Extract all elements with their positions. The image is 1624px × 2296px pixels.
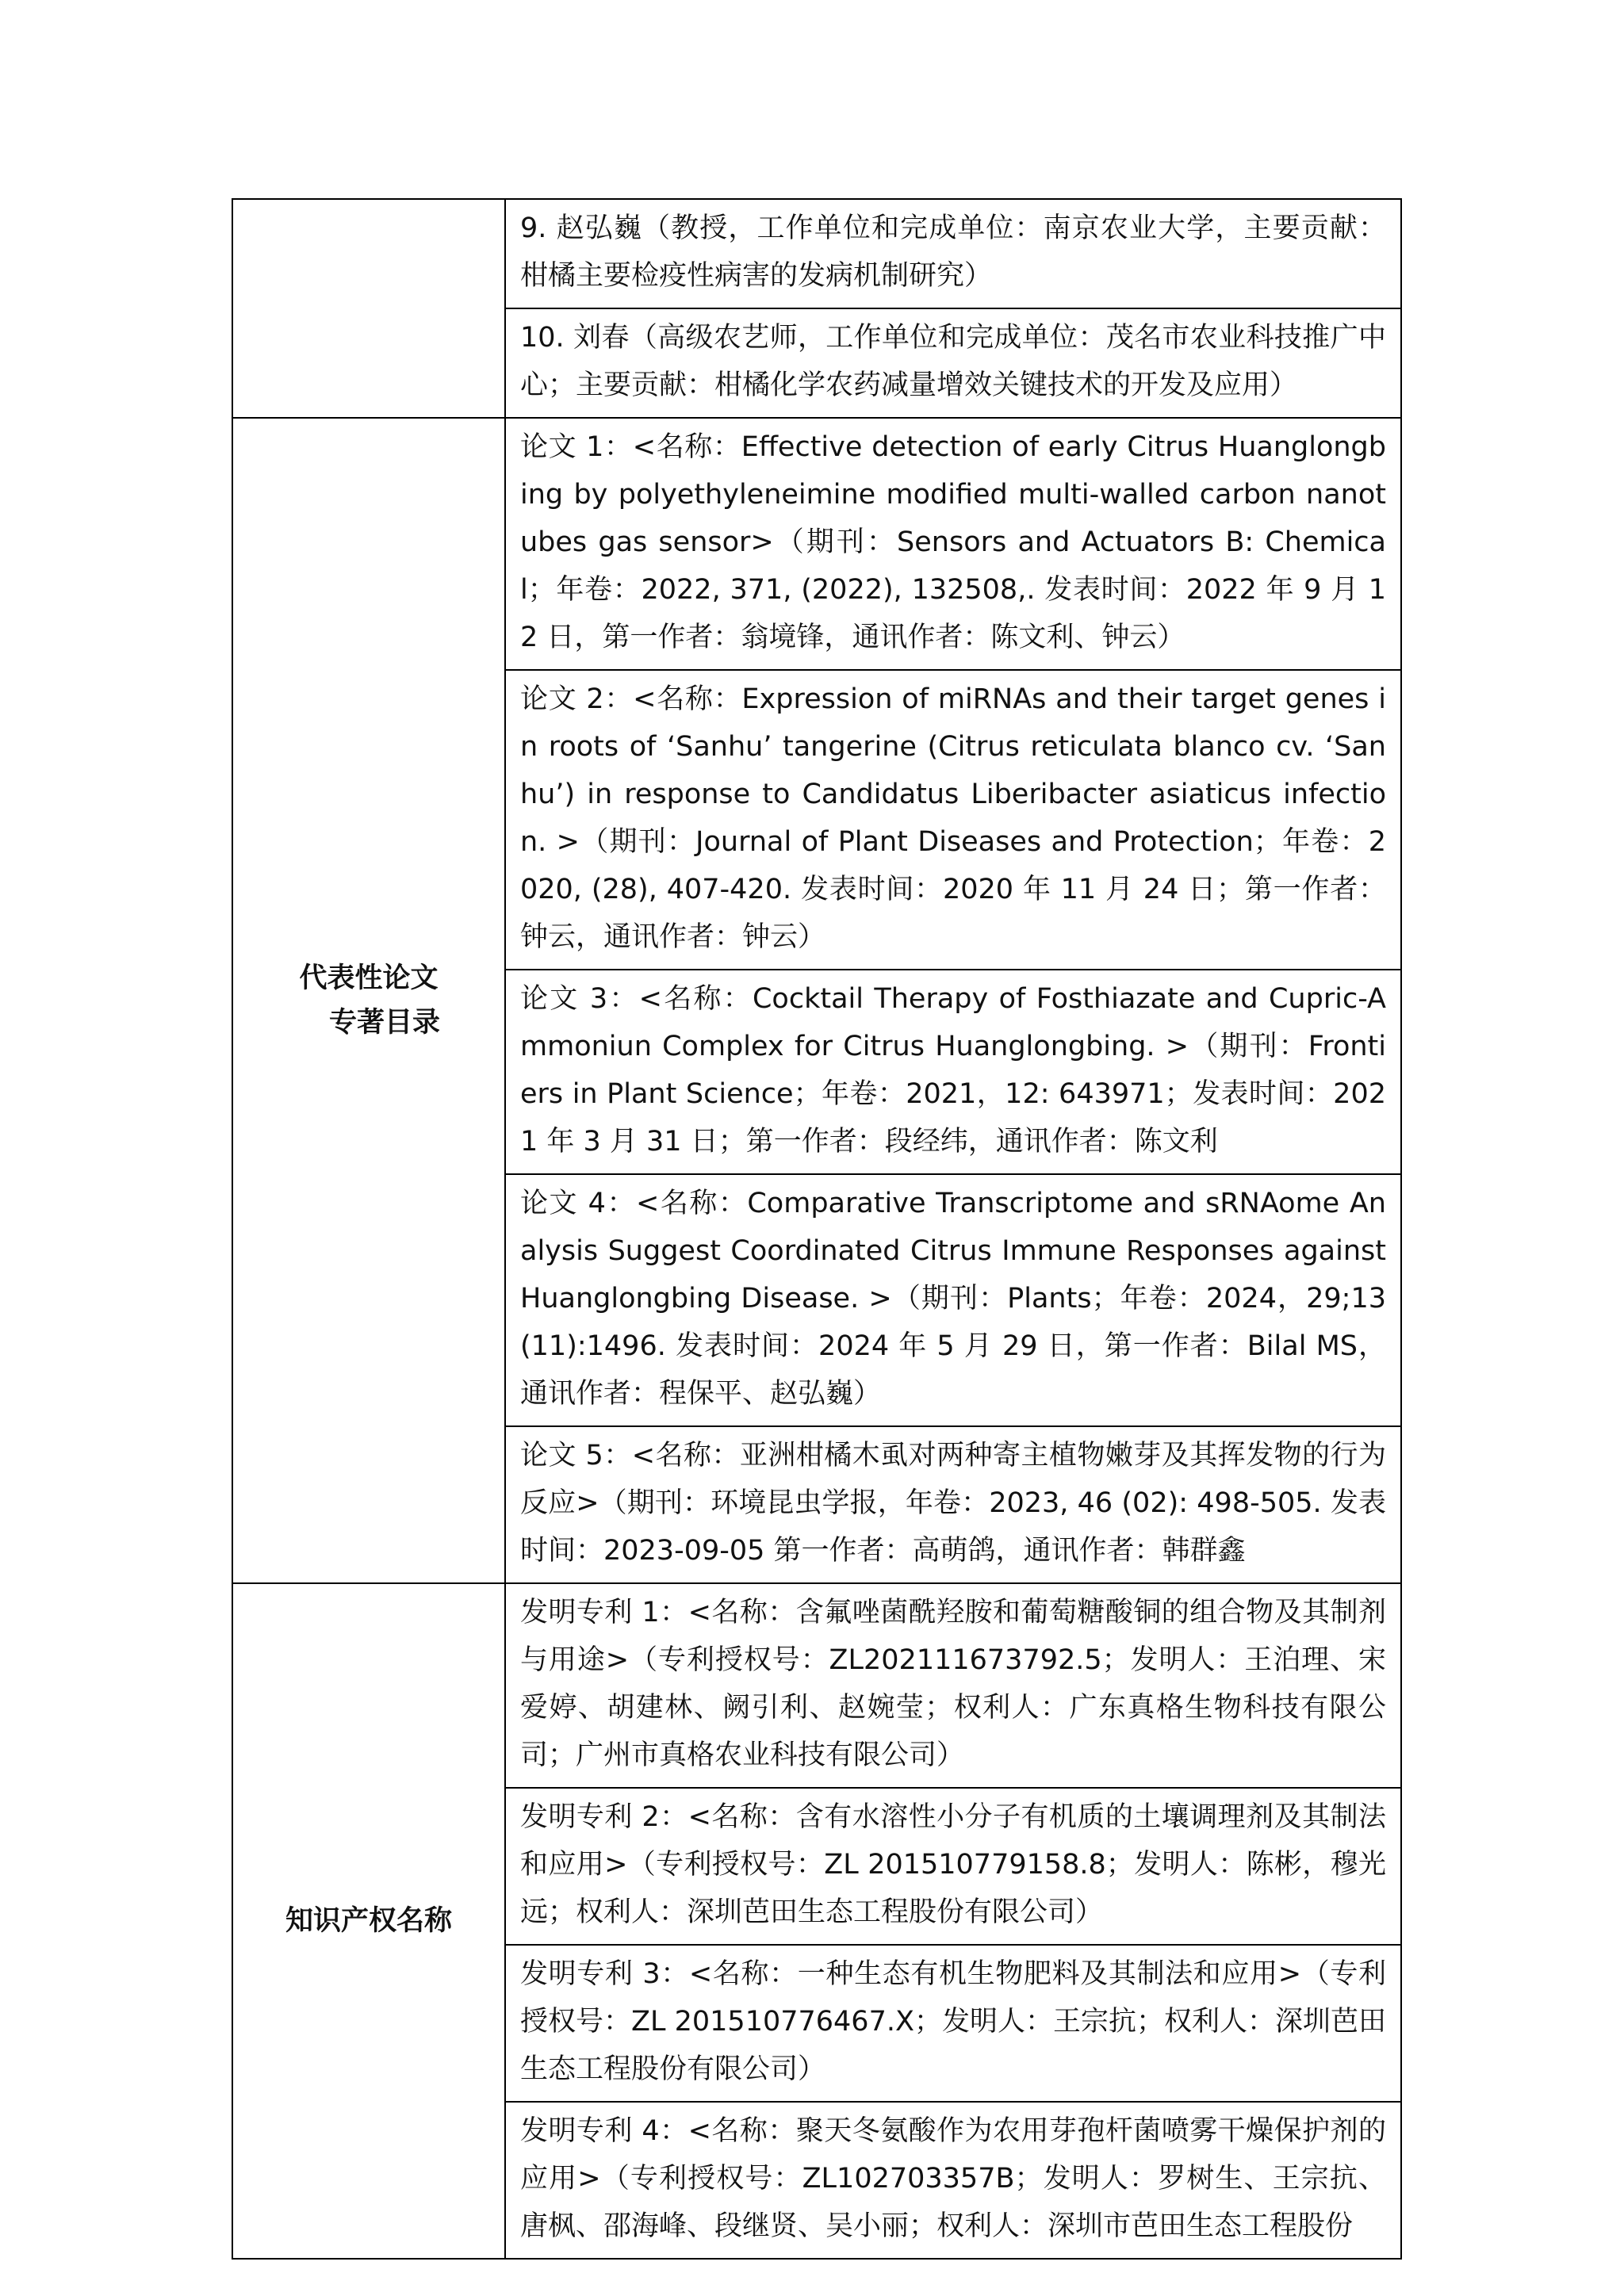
contributor-entry-9: 9. 赵弘巍（教授，工作单位和完成单位：南京农业大学，主要贡献：柑橘主要检疫性病害的发病机制研究）: [505, 199, 1401, 308]
table-row: [232, 1583, 1401, 1788]
contributors-label-cell: [232, 199, 505, 418]
patent-entry-3: 发明专利 3：<名称：一种生态有机生物肥料及其制法和应用>（专利授权号：ZL 201510776467.X；发明人：王宗抗；权利人：深圳芭田生态工程股份有限公司）: [505, 1945, 1401, 2102]
contributor-entry-10: 10. 刘春（高级农艺师，工作单位和完成单位：茂名市农业科技推广中心；主要贡献：柑橘化学农药减量增效关键技术的开发及应用）: [505, 308, 1401, 418]
patent-entry-1: 发明专利 1：<名称：含氟唑菌酰羟胺和葡萄糖酸铜的组合物及其制剂与用途>（专利授权号：ZL202111673792.5；发明人：王泊理、宋爱婷、胡建林、阙引利、赵婉莹；权利人：广东真格生物科技有限公司；广州市真格农业科技有限公司）: [505, 1583, 1401, 1788]
paper-entry-1: 论文 1：<名称：Effective detection of early Citrus Huanglongbing by polyethyleneimine modified multi-walled carbon nanotubes gas sensor>（期刊：Sensors and Actuators B: Chemical；年卷：2022, 371, (2022), 132508,. 发表时间：2022 年 9 月 12 日，第一作者：翁境锋，通讯作者：陈文利、钟云）: [505, 418, 1401, 670]
papers-label-line2: 专著目录: [328, 1007, 440, 1039]
paper-entry-2: 论文 2：<名称：Expression of miRNAs and their target genes in roots of ‘Sanhu’ tangerine (Citrus reticulata blanco cv. ‘Sanhu’) in response to Candidatus Liberibacter asiaticus infection. >（期刊：Journal of Plant Diseases and Protection；年卷：2020, (28), 407-420. 发表时间：2020 年 11 月 24 日；第一作者：钟云，通讯作者：钟云）: [505, 670, 1401, 970]
table-row: [232, 199, 1401, 308]
papers-label-cell: [232, 418, 505, 1583]
patents-label-cell: [232, 1583, 505, 2259]
patent-entry-2: 发明专利 2：<名称：含有水溶性小分子有机质的土壤调理剂及其制法和应用>（专利授权号：ZL 201510779158.8；发明人：陈彬，穆光远；权利人：深圳芭田生态工程股份有限公司）: [505, 1788, 1401, 1945]
paper-entry-5: 论文 5：<名称：亚洲柑橘木虱对两种寄主植物嫩芽及其挥发物的行为反应>（期刊：环境昆虫学报，年卷：2023, 46 (02): 498-505. 发表时间：2023-09-05 第一作者：高萌鸽，通讯作者：韩群鑫: [505, 1426, 1401, 1583]
papers-label-line1: 代表性论文: [299, 962, 439, 994]
paper-entry-3: 论文 3：<名称：Cocktail Therapy of Fosthiazate and Cupric-Ammoniun Complex for Citrus Huanglongbing. >（期刊：Frontiers in Plant Science；年卷：2021，12: 643971；发表时间：2021 年 3 月 31 日；第一作者：段经纬，通讯作者：陈文利: [505, 970, 1401, 1174]
award-info-table: [232, 198, 1402, 2260]
paper-entry-4: 论文 4：<名称：Comparative Transcriptome and sRNAome Analysis Suggest Coordinated Citrus Immune Responses against Huanglongbing Disease. >（期刊：Plants；年卷：2024，29;13(11):1496. 发表时间：2024 年 5 月 29 日，第一作者：Bilal MS，通讯作者：程保平、赵弘巍）: [505, 1174, 1401, 1426]
patents-label: 知识产权名称: [285, 1905, 452, 1937]
patent-entry-4: 发明专利 4：<名称：聚天冬氨酸作为农用芽孢杆菌喷雾干燥保护剂的应用>（专利授权号：ZL102703357B；发明人：罗树生、王宗抗、唐枫、邵海峰、段继贤、吴小丽；权利人：深圳市芭田生态工程股份: [505, 2102, 1401, 2259]
table-row: [232, 418, 1401, 670]
